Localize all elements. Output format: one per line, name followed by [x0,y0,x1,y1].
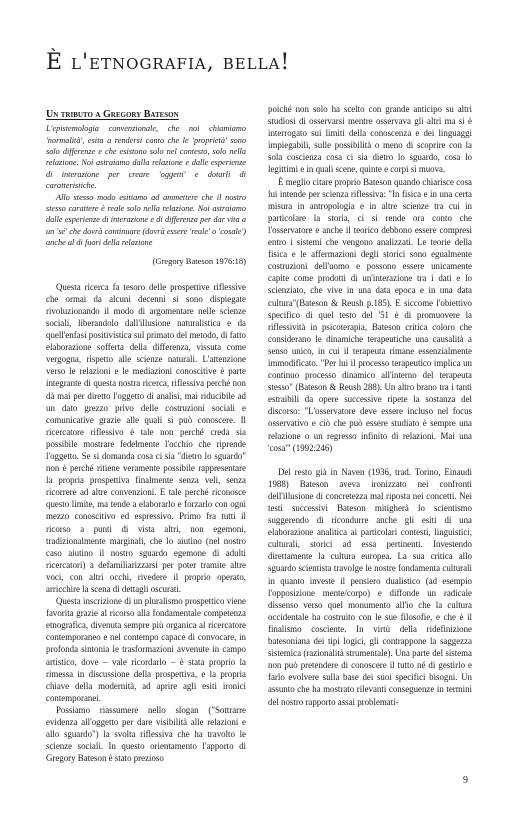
body-paragraph: Possiamo riassumere nello slogan ("Sottrarre evidenza all'oggetto per dare visibilità alle relazioni e allo sguardo") la svolta riflessiva che ha travolto le scienze sociali. In questo orientamento l'apporto di Gregory Bateson è stato prezioso [46,704,246,764]
body-paragraph: Del resto già in Naven (1936, trad. Torino, Einaudi 1988) Bateson aveva ironizzato nei confronti dell'illusione di concretezza mal riposta nei concetti. Nei testi successivi Bateson mitigherà lo scientismo suggerendo di ricondurre anche gli esiti di una elaborazione analitica ai particolari contesti, linguistici, culturali, storici ad essa pertinenti. Investendo direttamente la cultura europea. La sua critica allo sguardo scientista travolge le nostre fondamenta culturali in quanto investe il pensiero dualistico (ad esempio l'opposizione mente/corpo) e diffonde un radicale dissenso verso quel monumento all'io che la cultura occidentale ha costruito con le sue filosofie, e che è il finalismo cosciente. In virtù della ridefinizione batesoniana dei tipi logici, gli contrappone la saggezza sistemica (razionalità strumentale). Una parte del sistema non può pretendere di conoscere il tutto né di gestirlo e farlo evolvere sulla base dei suoi specifici bisogni. Un assunto che ha mostrato rilevanti conseguenze in termini del nostro rapporto assai problemati- [268,466,472,707]
body-paragraph: Questa inscrizione di un pluralismo prospettico viene favorita grazie al ricorso alla fondamentale competenza etnografica, divenuta sempre più organica al ricercatore contemporaneo e nel contempo capace di convocare, in profonda sintonia le trasformazioni avvenute in campo artistico, dove – vale ricordarlo – è stata proprio la rimessa in discussione della prospettiva, e la propria chiave della modernità, ad aprire agli esiti ironici contemporanei. [46,596,246,703]
paragraph-gap [268,454,472,466]
epigraph-quote [46,123,246,248]
right-body-text [268,103,472,708]
left-column [46,103,246,764]
quote-citation: (Gregory Bateson 1976:18) [152,255,246,266]
body-paragraph: Questa ricerca fa tesoro delle prospettive riflessive che ormai da alcuni decenni si sono dispiegate rivoluzionando il modo di argomentare nelle scienze sociali, liberandolo dall'illusione naturalistica e da quell'enfasi positivistica sul primato del metodo, di fatto elaborazione sofferta della differenza, vissuta come vergogna, rispetto alle scienze naturali. L'attenzione verso le relazioni e le mediazioni conoscitive è parte integrante di questa nostra ricerca, riflessiva perché non dà mai per diretto l'oggetto di analisi, mai riducibile ad un dato grezzo privo delle costruzioni sociali e comunicative grazie alle quali si può conoscere. Il ricercatore riflessivo è tale non perché creda sia possibile mostrare fedelmente l'occhio che riprende l'oggetto. Se si domanda cosa ci sia "dietro lo sguardo" non è perché ritiene veramente possibile rappresentare la propria prospettiva finalmente senza veli, senza ricorrere ad altre convenzioni. E tale perché riconosce questo limite, ma tende a elaborarlo e forzarlo con ogni mezzo conoscitivo ed espressivo. Primo fra tutti il ricorso a punti di vista altri, non egemoni, tradizionalmente marginali, che lo aiutino (nel nostro caso aiutino il nostro sguardo egemone di adulti ricercatori) a defamiliarizzarsi per poter tramite altre voci, con altri occhi, rivedere il proprio operato, arricchire la scena di dettagli oscurati. [46,281,246,594]
page-number: 9 [463,775,468,786]
box-heading: Un tributo a Gregory Bateson [46,109,179,120]
body-paragraph: È meglio citare proprio Bateson quando chiarisce cosa lui intende per scienza riflessiva: "In fisica e in una certa misura in antropologia e in altre scienze tra cui in particolare la storia, ci si rende ora conto che l'osservatore e anche il teorico debbono essere compresi entro i sistemi che vengono analizzati. Le teorie della fisica e le affermazioni degli storici sono egualmente costruzioni dell'uomo e possono essere unicamente capite come prodotti di un'interazione tra i dati e lo scienziato, che vive in una data epoca e in una data cultura"(Bateson & Reush p.185). E siccome l'obiettivo specifico di quel testo del '51 è di promuovere la riflessività in psicoterapia, Bateson critica coloro che considerano le dinamiche terapeutiche una causalità a senso unico, in cui il terapeuta rimane essenzialmente immodificato. "Per lui il processo terapeutico implica un continuo processo dinamico all'interno del terapeuta stesso" (Bateson & Reush 288). Un altro brano tra i tanti estraibili da opere successive ripete la sostanza del discorso: "L'osservatore deve essere incluso nel focus osservativo e ciò che può essere studiato è sempre una relazione o un regresso infinito di relazioni. Mai una 'cosa'" (1992:246) [268,176,472,453]
quote-paragraph: L'epistemologia convenzionale, che noi chiamiamo 'normalità', esita a rendersi conto che le 'proprietà' sono solo differenze e che esistono solo nel contesto, solo nella relazione. Noi astraiamo dalla relazione e dalle esperienze di interazione per creare 'oggetti' e dotarli di caratteristiche. [46,124,246,191]
body-paragraph: poiché non solo ha scelto con grande anticipo su altri studiosi di osservarsi mentre osservava gli altri ma si è interrogato sui limiti della conoscenza e dei linguaggi impiegabili, sulle possibilità o meno di scoprire con la sola coscienza cosa ci sia dietro lo sguardo, cosa lo legittimi e in quali scene, quinte e corpi si muova. [268,104,472,175]
quote-paragraph: Allo stesso modo esitiamo ad ammettere che il nostro stesso carattere è reale solo nella relazione. Noi astraiamo dalle esperienze di interazione e di differenza per dar vita a un 'sé' che dovrà continuare (dovrà essere 'reale' o 'cosale') anche al di fuori della relazione [46,192,246,248]
right-column [268,103,472,708]
left-body-text [46,281,246,765]
chapter-title: È l'etnografia, bella! [46,50,291,75]
